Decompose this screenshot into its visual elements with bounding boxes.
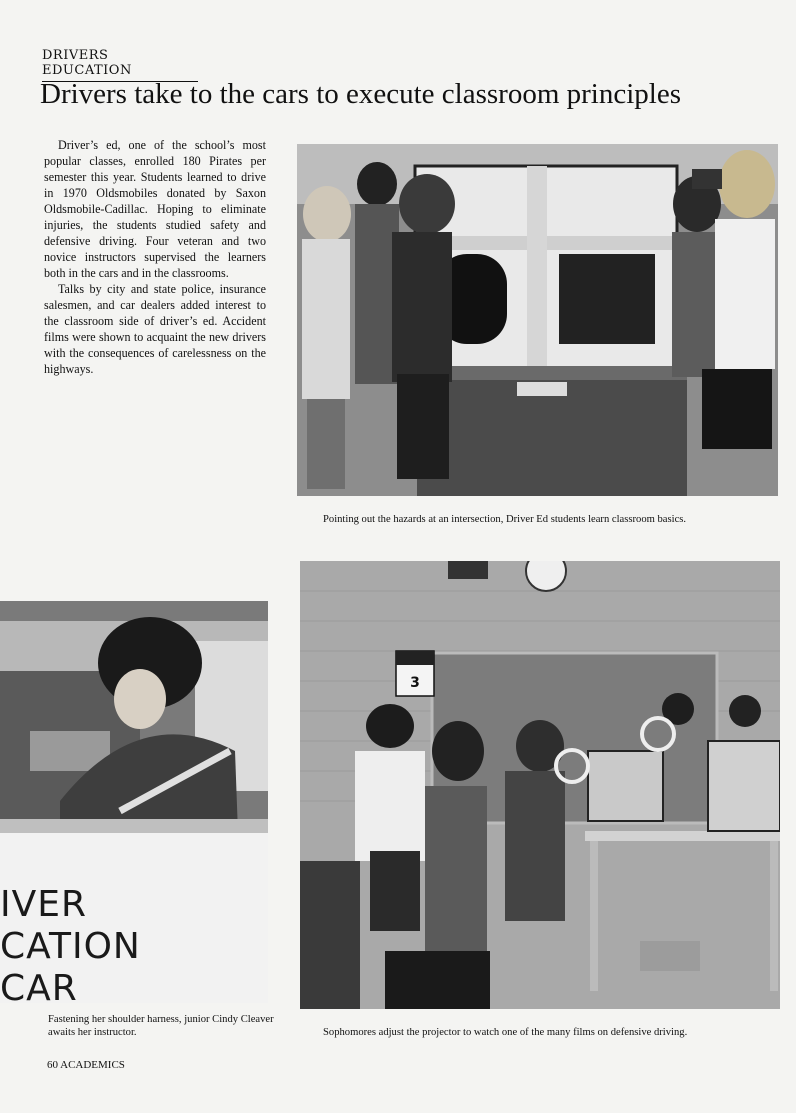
caption-classroom: Pointing out the hazards at an intersection, Driver Ed students learn classroom basics. bbox=[323, 514, 687, 525]
headline: Drivers take to the cars to execute classroom principles bbox=[40, 78, 681, 110]
body-paragraph-1: Driver’s ed, one of the school’s most popular classes, enrolled 180 Pirates per semester this year. Students learned to drive in 1970 Oldsmobiles donated by Saxon Oldsmobile-Cadillac. Hoping to eliminate injuries, the students studied safety and defensive driving. Four veteran and two novice instructors supervised the learners both in the cars and in the classrooms. bbox=[44, 138, 266, 280]
caption-projector: Sophomores adjust the projector to watch one of the many films on defensive driving. bbox=[323, 1027, 688, 1038]
page-folio: 60 ACADEMICS bbox=[47, 1059, 125, 1071]
car-door-line-2: CATION bbox=[0, 926, 141, 967]
photo-classroom-intersection bbox=[297, 144, 778, 496]
car-door-lettering bbox=[0, 884, 141, 1003]
car-door-line-3: CAR bbox=[0, 968, 78, 1003]
room-number-sign: 3 bbox=[410, 675, 420, 691]
body-copy bbox=[44, 137, 266, 377]
caption-seatbelt: Fastening her shoulder harness, junior Cindy Cleaver awaits her instructor. bbox=[48, 1014, 274, 1038]
photo-projector bbox=[300, 561, 780, 1009]
photo-car-seatbelt bbox=[0, 601, 268, 1003]
car-door-line-1: IVER bbox=[0, 884, 88, 925]
body-paragraph-2: Talks by city and state police, insurance salesmen, and car dealers added interest to the classroom side of driver’s ed. Accident films were shown to acquaint the new drivers with the consequences of carelessness on the highways. bbox=[44, 282, 266, 376]
section-label: DRIVERS EDUCATION bbox=[42, 48, 198, 82]
